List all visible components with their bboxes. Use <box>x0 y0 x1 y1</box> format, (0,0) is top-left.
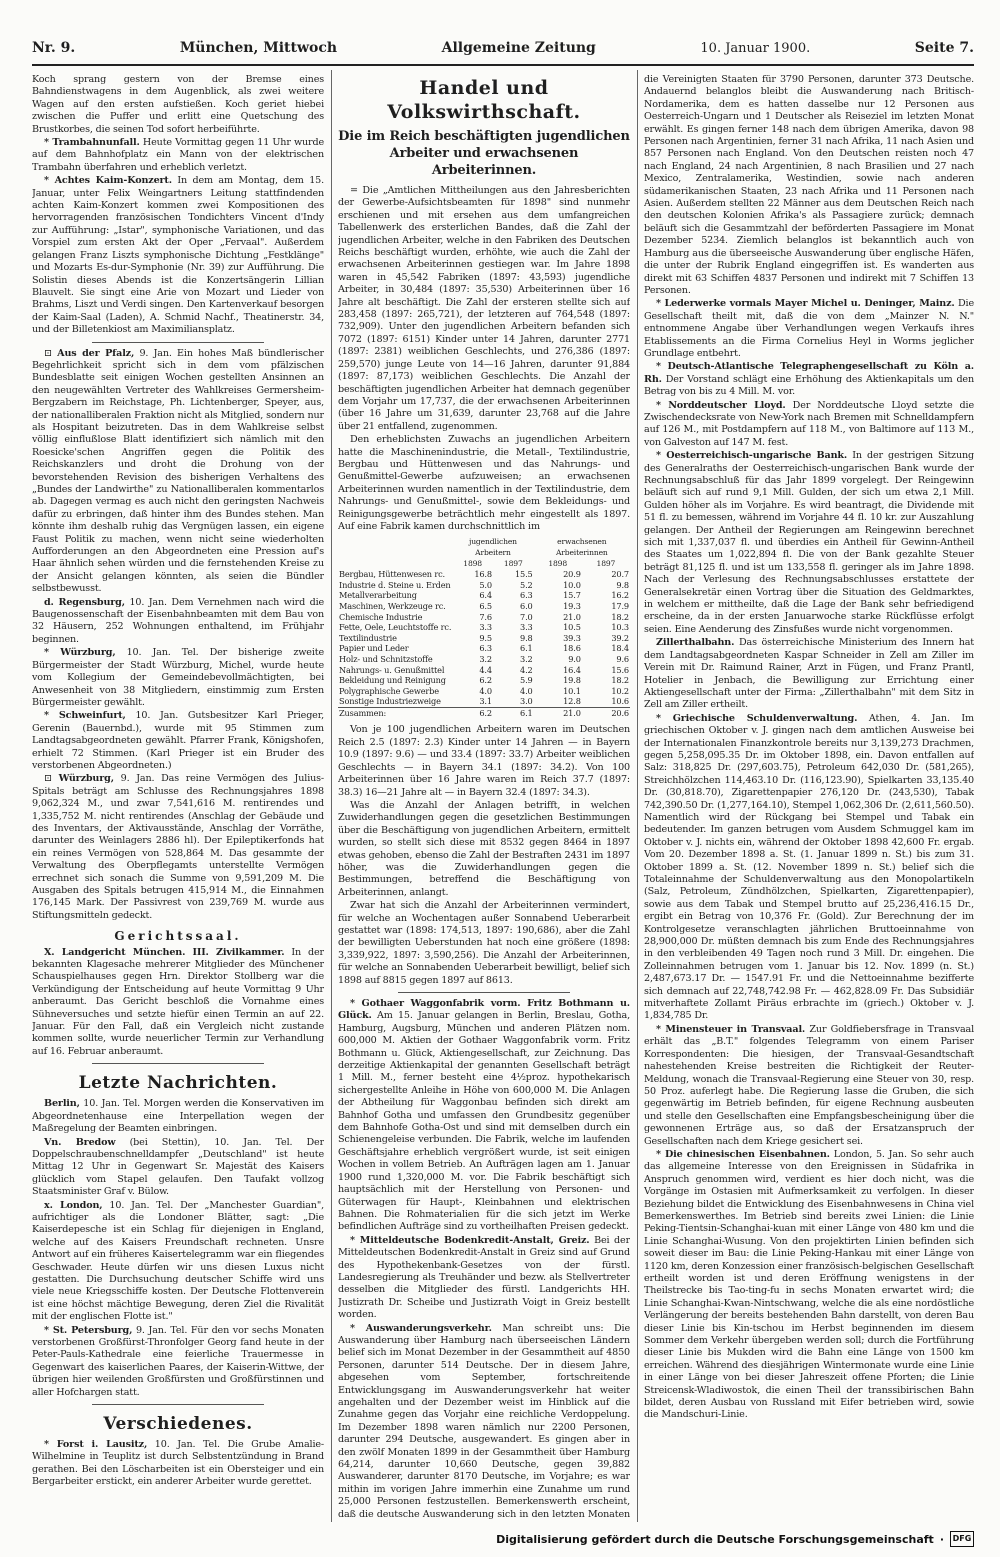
table-cell: 6.5 <box>479 600 492 611</box>
section-title-gerichtssaal: Gerichtssaal. <box>114 929 242 944</box>
article-text: Das österreichische Ministerium des Innern hat dem Landtagsabgeordneten Kaspar Schneider in Zell am Ziller im Verein mit Dr. Raimund Rainer, Arzt in Fügen, und Franz Prantl, Hotelier in Jenbach, die Bewilligung zur Errichtung einer Aktiengesellschaft unter der Firma: „Zillerthalbahn" mit dem Sitz in Zell am Ziller ertheilt. <box>644 637 974 711</box>
table-row-label: Bergbau, Hüttenwesen rc. <box>339 569 446 580</box>
table-cell: 9.5 <box>479 632 492 643</box>
table-row-label: Textilindustrie <box>339 632 397 643</box>
table-row-label: Nahrungs- u. Genußmittel <box>339 664 445 675</box>
article-lead: x. London, <box>44 1199 103 1211</box>
article-text: 10. Jan. Tel. Morgen werden die Konservativen im Abgeordnetenhause eine Interpellation wegen der Maßregelung der Beamten einbringen. <box>32 1098 324 1135</box>
article-lead: d. Regensburg, <box>44 596 125 608</box>
article-text: Heute Vormittag gegen 11 Uhr wurde auf dem Bahnhofplatz ein Mann von der elektrischen Trambahn überfahren und erheblich verletzt. <box>32 137 324 173</box>
article-text: 10. Jan. Tel. Der „Manchester Guardian", aufrichtiger als die Londoner Blätter, sagt: „Die Kaiserdepesche ist ein Schlag für diejenigen in England, welche auf des Kaisers Freundschaft rechneten. Unsre Antwort auf ein früheres Kaisertelegramm war ein fliegendes Geschwader. Heute dürfen wir uns diesen Luxus nicht gestatten. Die Durchsuchung deutscher Schiffe wird uns viele neue Kriegsschiffe kosten. Der Deutsche Flottenverein ist eine höchst mächtige Bewegung, deren Ziel die Rivalität mit der englischen Flotte ist." <box>32 1199 324 1323</box>
article-lead: Berlin, <box>44 1098 80 1110</box>
divider <box>92 1404 264 1405</box>
table-cell: 18.6 <box>563 643 581 654</box>
column-2 <box>338 74 630 1519</box>
article-text: (bei Stettin), 10. Jan. Tel. Der Doppelschraubenschnelldampfer „Deutschland" ist heute Mittag 12 Uhr in Gegenwart Sr. Majestät des Kaisers glücklich vom Stapel gelaufen. Den Taufakt vollzog Staatsminister Graf v. Bülow. <box>32 1136 324 1198</box>
table-cell: 20.7 <box>611 569 629 580</box>
place-day: München, Mittwoch <box>179 40 338 56</box>
table-row <box>338 622 630 633</box>
table-row-label: Polygraphische Gewerbe <box>339 685 439 696</box>
article-kaim-konzert <box>32 175 324 336</box>
table-cell: 9.6 <box>616 653 629 664</box>
header-rule <box>32 64 974 66</box>
news-petersburg <box>32 1325 324 1399</box>
table-row-label: Industrie d. Steine u. Erden <box>339 579 451 590</box>
article-lead: * Würzburg, <box>44 647 116 659</box>
article-zillerthal <box>644 637 974 711</box>
article-text: In der gestrigen Sitzung des Generalraths der Oesterreichisch-ungarischen Bank wurde der Rechnungsabschluß für das Jahr 1899 vorgelegt. Der Reingewinn beläuft sich auf rund 9,1 Mill. Gulden, der sich um etwa 2,1 Mill. Gulden höher als im Vorjahre. Es wird beantragt, die Dividende mit 51 fl. zu bemessen, während im Vorjahre 44 fl. 10 kr. zur Auszahlung gelangen. Der Antheil der Regierungen am Reingewinn berechnet sich mit 1,337,037 fl. und überdies ein Antheil für Gewinn-Antheil des Staates um 1,022,894 fl. Die von der Bank gezahlte Steuer beträgt 81,125 fl. und ist um 133,558 fl. geringer als im Jahre 1898. Nach der Verlesung des Rechnungsabschlusses erstattete der Generalsekretär einen Vortrag über die Situation des Geldmarktes, in welchem er mittheilte, daß die Lage der Bank sehr befriedigend erscheine, da in der ersten Januarwoche starke Rückflüsse erfolgt seien. Eine Aenderung des Zinsfußes wurde nicht vorgenommen. <box>644 450 974 635</box>
article-griechisch <box>644 713 974 1023</box>
article-text: Man schreibt uns: Die Auswanderung über Hamburg nach überseeischen Ländern belief sich im Monat Dezember in der Gesammtheit auf 4850 Personen, darunter 514 Deutsche. Der in diesem Jahre, abgesehen vom September, fortschreitende Entwicklungsgang im Auswanderungsverkehr hat weiter angehalten und der Dezember weist im Hinblick auf die Zunahme gegen das Vorjahr eine reichliche Verdoppelung. Im Dezember 1898 waren nämlich nur 2200 Personen, darunter 294 Deutsche, ausgewandert. Es gingen aber in den zwölf Monaten 1899 in der Gesammtheit über Hamburg 64,214, darunter 10,660 Deutsche, gegen 39,882 Auswanderer, darunter 8170 Deutsche, im Vorjahre; es war mithin im vorigen Jahre immerhin eine Zunahme um rund 25,000 Personen festzustellen. Bemerkenswerth erscheint, daß die deutsche Auswanderung sich in den letzten Monaten <box>338 1322 630 1519</box>
article-greiz <box>338 1235 630 1322</box>
table-corner <box>338 537 452 558</box>
table-row-label: Bekleidung und Reinigung <box>339 675 446 686</box>
table-cell: 9.8 <box>520 632 533 643</box>
article-text: In dem am Montag, dem 15. Januar, unter Felix Weingartners Leitung stattfindenden achten Kaim-Konzert kommen zwei Kompositionen des hervorragenden französischen Tondichters Vincent d'Indy zur Aufführung: „Istar", symphonische Variationen, und das Vorspiel zum ersten Akt der Oper „Fervaal". Außerdem gelangen Franz Liszts symphonische Dichtung „Festklänge" und Mozarts Es-dur-Symphonie (Nr. 39) zur Aufführung. Die Solistin dieses Abends ist die Konzertsängerin Lillian Blauvelt. Sie singt eine Arie von Mozart und Lieder von Brahms, Liszt und Verdi singen. Den Kartenverkauf besorgen der Kaim-Saal (Laden), A. Schmid Nachf., Theatinerstr. 34, und der Billetenkiost am Maximiliansplatz. <box>32 175 324 336</box>
table-row-label: Holz- und Schnitzstoffe <box>339 653 433 664</box>
table-row-label: Metallverarbeitung <box>339 590 417 601</box>
table-cell: 16.2 <box>611 590 629 601</box>
table-cell: 10.0 <box>563 579 581 590</box>
table-cell: 9.0 <box>568 653 581 664</box>
table-cell: 6.4 <box>479 590 492 601</box>
article-auswanderung <box>338 1323 630 1519</box>
table-row-label: Papier und Leder <box>339 643 409 654</box>
article-lead: * Die chinesischen Eisenbahnen. <box>656 1148 830 1160</box>
table-cell: 6.0 <box>520 600 533 611</box>
issue-number: Nr. 9. <box>32 40 76 56</box>
table-cell: 10.3 <box>611 622 629 633</box>
article-china-bahnen <box>644 1149 974 1422</box>
article-text: 9. Jan. Das reine Vermögen des Julius-Spitals beträgt am Schlusse des Rechnungsjahres 1898 9,062,324 M., und zwar 7,541,616 M. rentirendes und 1,335,752 M. nicht rentirendes (Anschlag der Gebäude und des Inventars, der Aktivausstände, Anschlag der Vorräthe, darunter des Weinlagers 2886 hl). Der Epileptikerfonds hat ein reines Vermögen von 528,864 M. Das gesammte der Verwaltung des Oberpflegamts unterstellte Vermögen errechnet sich sonach die Summe von 9,591,209 M. Die Ausgaben des Spitals betrugen 415,914 M., die Einnahmen 176,145 Mark. Der Passivrest von 239,769 M. wurde aus Stiftungsmitteln gedeckt. <box>32 773 324 921</box>
table-row <box>338 569 630 580</box>
table-cell: 39.2 <box>611 632 629 643</box>
table-cell: 10.6 <box>611 696 629 707</box>
article-lead: * Forst i. Lausitz, <box>44 1439 148 1451</box>
column-rule-1 <box>331 70 332 1522</box>
article-text: Der Norddeutsche Lloyd setzte die Zwischendecksrate von New-York nach Bremen mit Schnelldampfern auf 126 M., mit Postdampfern auf 118 M., von Baltimore auf 113 M., von Galveston auf 147 M. fest. <box>644 399 974 448</box>
table-cell: 10.1 <box>563 685 581 696</box>
table-group-header: jugendlichen Arbeitern <box>468 537 517 557</box>
article-text: 9. Jan. Ein hohes Maß bündlerischer Begehrlichkeit spricht sich in dem vom pfälzischen Bundesblatte seit einigen Wochen gestellten Ansinnen an den neugewählten Vertreter des Wahlkreises Germersheim-Bergzabern im Reichstage, Ph. Lichtenberger, Speyer, aus, der nationalliberalen Fraktion nicht als Mitglied, sondern nur als Hospitant beizutreten. Das in dem Wahlkreise selbst völlig einflußlose Blatt identifiziert sich nämlich mit den Roesicke'schen Angriffen gegen die Politik des Reichskanzlers und droht die Drohung von der bevorstehenden Revision des bisherigen Verhaltens des „Bundes der Landwirthe" zu Nationalliberalen kommentarlos ab. Dagegen vermag es auch nicht den geringsten Nachweis dafür zu erbringen, daß hinter ihm des Bundes stehen. Man könnte ihm deshalb ruhig das Vergnügen lassen, ein eigene Faust Politik zu machen, wenn nicht seine wiederholten Aufforderungen an den Abgeordneten eine Pression auf's Haar ähnlich sehen würden und die fernstehenden Kreise zu der Ansicht gelangen könnten, als seien die Bündler selbstbewusst. <box>32 347 324 595</box>
table-row <box>338 601 630 612</box>
table-row <box>338 643 630 654</box>
table-row-label: Fette, Oele, Leuchtstoffe rc. <box>339 622 452 633</box>
table-cell: 6.1 <box>520 643 533 654</box>
table-cell: 3.2 <box>479 653 492 664</box>
table-cell: 5.2 <box>520 579 533 590</box>
article-transvaal <box>644 1024 974 1148</box>
table-cell: 7.0 <box>520 611 533 622</box>
table-row <box>338 612 630 623</box>
article-lead: Zillerthalbahn. <box>656 637 735 649</box>
column-1 <box>32 74 324 1519</box>
bullet-icon: ⊡ <box>44 347 58 359</box>
article-text: 10. Jan. Tel. Der bisherige zweite Bürgermeister der Stadt Würzburg, Michel, wurde heute vom Kollegium der Gemeindebevollmächtigten, bei Anwesenheit von 38 Mitgliedern, einstimmig zum Ersten Bürgermeister gewählt. <box>32 647 324 708</box>
table-cell: 15.5 <box>514 569 533 580</box>
table-cell: 21.0 <box>534 707 582 718</box>
article-lederwerke <box>644 298 974 360</box>
table-row-label: Sonstige Industriezweige <box>339 696 441 707</box>
table-cell: 16.4 <box>563 664 581 675</box>
article-telegraphen <box>644 361 974 398</box>
table-cell: 15.6 <box>611 664 629 675</box>
column-3 <box>644 74 974 1519</box>
table-row <box>338 580 630 591</box>
article-lead: * Gothaer Waggonfabrik vorm. Fritz Bothmann u. Glück. <box>338 998 630 1022</box>
table-total-row <box>338 707 630 718</box>
table-row <box>338 654 630 665</box>
masthead: Allgemeine Zeitung <box>441 40 596 56</box>
table-row <box>338 686 630 697</box>
article-lead: * Trambahnunfall. <box>44 137 140 149</box>
table-cell: 6.2 <box>479 675 492 686</box>
article-paragraph: Von je 100 jugendlichen Arbeitern waren im Deutschen Reich 2.5 (1897: 2.3) Kinder unter 14 Jahren — in Bayern 10.9 (1897: 9.6) — und 33.4 (1897: 33.7) Arbeiter weiblichen Geschlechts — in Bayern 34.1 (1897: 34.2). Von 100 Arbeiterinnen über 16 Jahre waren im Reich 37.7 (1897: 38.3) 16—21 Jahre alt — in Bayern 32.4 (1897: 34.3). <box>338 724 630 798</box>
table-cell: 12.8 <box>563 696 581 707</box>
table-row-label: Chemische Industrie <box>339 611 423 622</box>
article-lloyd <box>644 400 974 450</box>
article-lead: * Deutsch-Atlantische Telegraphengesellschaft zu Köln a. Rh. <box>644 361 974 385</box>
article-continued: die Vereinigten Staaten für 3790 Personen, darunter 373 Deutsche. Andauernd belanglos bleibt die Auswanderung nach Britisch-Nordamerika, dem es hatten dasselbe nur 12 Personen aus Oesterreich-Ungarn und 1 Deutscher als Reiseziel im letzten Monat erwählt. Es gingen ferner 148 nach dem übrigen Amerika, davon 98 Personen nach Argentinien, ferner 31 nach Afrika, 11 nach Asien und 857 Personen nach England. Von den Deutschen reisten noch 47 nach England, 24 nach Argentinien, 8 nach Brasilien und 27 nach Mexico, Zentralamerika, Westindien, sowie nach anderen südamerikanischen Staaten, 23 nach Afrika und 11 Personen nach Asien. Außerdem stellten 22 Männer aus dem Deutschen Reich nach den deutschen Kolonien Afrika's als Passagiere zurück; demnach beläuft sich die Gesammtzahl der beförderten Passagiere im Monat Dezember 5234. Ziemlich belanglos ist bekanntlich auch von Hamburg aus die überseeische Auswanderung über englische Häfen, die unter der Rubrik England eingegriffen ist. Es wanderten aus direkt mit 63 Schiffen 4837 Personen und indirekt mit 7 Schiffen 13 Personen. <box>644 74 974 296</box>
article-text: Am 15. Januar gelangen in Berlin, Breslau, Gotha, Hamburg, Augsburg, München und anderen Plätzen nom. 600,000 M. Aktien der Gothaer Waggonfabrik vorm. Fritz Bothmann u. Glück, Aktiengesellschaft, zur Zeichnung. Das derzeitige Aktienkapital der genannten Gesellschaft beträgt 1 Mill. M., ferner besteht eine 4½proz. hypothekarisch sichergestellte Anleihe in Höhe von 600,000 M. Die Anlagen der Abtheilung für Waggonbau befinden sich direkt am Bahnhof Gotha und umfassen den Grundbesitz gegenüber dem Bahnhofe Gotha-Ost und sind mit demselben durch ein Schienengeleise verbunden. Die Fabrik, welche im laufenden Geschäftsjahre erheblich vergrößert wurde, ist seit einigen Wochen in vollem Betrieb. An Aufträgen lagen am 1. Januar 1900 rund 1,320,000 M. vor. Die Fabrik beschäftigt sich hauptsächlich mit der Herstellung von Personen- und Güterwagen für Haupt-, Kleinbahnen und elektrischen Bahnen. Die Rohmaterialien für die sich jetzt im Werke befindlichen Aufträge sind zu vortheilhaften Preisen gedeckt. <box>338 1010 630 1233</box>
table-cell: 15.7 <box>563 590 581 601</box>
article-gothaer <box>338 998 630 1234</box>
table-cell: 9.8 <box>616 579 629 590</box>
article-lead: Würzburg, <box>58 773 114 785</box>
article-continued: Koch sprang gestern von der Bremse eines Bahndienstwagens in dem Augenblick, als zwei weitere Wagen auf den ersten aufstießen. Koch geriet hiebei zwischen die Puffer und erlitt eine Quetschung des Brustkorbes, die seinen Tod sofort herbeiführte. <box>32 74 324 135</box>
table-cell: 19.8 <box>563 675 581 686</box>
article-lead: * Lederwerke vormals Mayer Michel u. Deninger, Mainz. <box>656 298 955 310</box>
article-lead: * Mitteldeutsche Bodenkredit-Anstalt, Greiz. <box>350 1234 590 1246</box>
article-schweinfurt <box>32 710 324 772</box>
article-lead: * Minensteuer in Transvaal. <box>656 1023 806 1035</box>
article-text: Zur Goldfiebersfrage in Transvaal erhält das „B.T." folgendes Telegramm von einem Pariser Korrespondenten: Die hiesigen, der Transvaal-Gesandtschaft nahestehenden Kreise bestreiten die Richtigkeit der Reuter-Meldung, wonach die Transvaal-Regierung eine Steuer von 30, resp. 50 Proz. auferlegt habe. Die Regierung lasse die Gruben, die sich gegenwärtig im Betrieb befinden, für eigene Rechnung ausbeuten und stelle den Gesellschaften eine Empfangsbescheinigung über die gewonnenen Erträge aus, so daß der Ersatzanspruch der Gesellschaften nach dem Kriege gesichert sei. <box>644 1023 974 1147</box>
table-cell: 20.6 <box>582 707 630 718</box>
news-berlin <box>32 1098 324 1135</box>
article-text: Bei der Mitteldeutschen Bodenkredit-Anstalt in Greiz sind auf Grund des Hypothekenbank-Gesetzes von der fürstl. Landesregierung als Treuhänder und bezw. als Stellvertreter desselben die Mitglieder des fürstl. Landgerichts HH. Justizrath Dr. Scheibe und Justizrath Voigt in Greiz bestellt worden. <box>338 1234 630 1321</box>
article-pfalz <box>32 348 324 596</box>
article-lead: X. Landgericht München. III. Zivilkammer. <box>44 946 285 958</box>
table-cell: 5.9 <box>520 675 533 686</box>
table-cell: 4.2 <box>520 664 533 675</box>
table-body <box>338 569 630 718</box>
news-london <box>32 1200 324 1324</box>
article-text: Die Gesellschaft theilt mit, daß die von dem „Mainzer N. N." entnommene Angabe über Verhandlungen wegen Verkaufs ihres Etablissements an die Firma Cornelius Heyl in Worms jeglicher Grundlage entbehrt. <box>644 298 974 359</box>
table-cell: 17.9 <box>611 600 629 611</box>
table-row <box>338 675 630 686</box>
table-row <box>338 696 630 707</box>
article-text: 9. Jan. Tel. Für den vor sechs Monaten verstorbenen Großfürst-Thronfolger Georg fand heute in der Peter-Pauls-Kathedrale eine feierliche Trauermesse in Gegenwart des kaiserlichen Paares, der Kaiserin-Wittwe, der übrigen hier weilenden Großfürsten und Großfürstinnen und aller Hofchargen statt. <box>32 1324 324 1398</box>
table-cell: 10.5 <box>563 622 581 633</box>
section-title-handel: Handel und Volkswirthschaft. <box>387 77 581 123</box>
credit-separator: · <box>939 1532 944 1546</box>
article-lead: Aus der Pfalz, <box>57 347 135 359</box>
table-cell: 20.9 <box>563 569 581 580</box>
article-regensburg <box>32 597 324 647</box>
table-year-header: 1897 <box>596 558 616 568</box>
article-landgericht <box>32 947 324 1059</box>
table-cell: 3.3 <box>479 622 492 633</box>
table-row-label: Maschinen, Werkzeuge rc. <box>339 600 446 611</box>
article-text: Der Vorstand schlägt eine Erhöhung des Aktienkapitals um den Betrag von bis zu 4 Mill. M. vor. <box>644 373 974 398</box>
table-cell: 19.3 <box>563 600 581 611</box>
article-oest-bank <box>644 450 974 636</box>
bullet-icon: ⊡ <box>44 773 59 785</box>
table-cell: 39.3 <box>563 632 581 643</box>
table-cell: 3.2 <box>520 653 533 664</box>
divider <box>92 342 264 343</box>
divider <box>398 992 570 993</box>
article-text: Athen, 4. Jan. Im griechischen Oktober v. J. gingen nach dem amtlichen Ausweise bei der Internationalen Finanzkontrole bereits nur 3,139,273 Drachmen, gegen 5,258,095.35 Dr. im Oktober 1898, ein. Davon entfallen auf Salz: 318,825 Dr. (297,603.75), Petroleum 642,030 Dr. (581,265), Streichhölzchen 114,463.10 Dr. (116,123.90), Spielkarten 33,135.40 Dr. (30,818.70), Zigarettenpapier 276,120 Dr. (243,530), Tabak 742,390.50 Dr. (1,277,164.10), Stempel 1,062,306 Dr. (2,611,560.50). Namentlich wird der Rückgang bei Stempel und Tabak ein bedeutender. Im ganzen betrugen vom Ausdem Schmuggel kam im Oktober v. J. nichts ein, während der Oktober 1898 42,600 Fr. ergab. Vom 20. Dezember 1898 a. St. (1. Januar 1899 n. St.) bis zum 31. Oktober 1899 a. St. (12. November 1899 n. St.) belief sich die Totaleinnahme der Schuldenverwaltung aus den Monopolartikeln (Salz, Petroleum, Zündhölzchen, Spielkarten, Zigarettenpapier), sowie aus dem Tabak und Stempel brutto auf 25,236,416.15 Dr., ergibt ein Betrag von 10,376 Fr. (Gold). Zur Berechnung der im Kontrolgesetze veranschlagten jährlichen Bruttoeinnahme von 28,900,000 Dr. müßten demnach bis zum Ende des Rechnungsjahres in den verbleibenden 49 Tagen noch rund 3 Mill. Dr. eingehen. Die Zolleinnahmen betrugen vom 1. Januar bis 12. Nov. 1899 (n. St.) 2,487,673.17 Dr. — 1547.91 Fr. und die Nettoeinnahme bezifferte sich demnach auf 22,748,742.98 Fr. — 462,828.09 Fr. Das Subsidiär mitverhaftete Zollamt Piräus erbrachte im (griech.) Oktober v. J. 1,834,785 Dr. <box>644 712 974 1022</box>
table-cell: 16.8 <box>474 569 492 580</box>
article-lead: * Achtes Kaim-Konzert. <box>44 175 172 187</box>
table-year-header: 1898 <box>463 558 482 568</box>
article-paragraph: = Die „Amtlichen Mittheilungen aus den Jahresberichten der Gewerbe-Aufsichtsbeamten für 1898" sind nunmehr erschienen und mit ersehen aus dem umfangreichen Tabellenwerk des ersterlichen Bandes, daß die Zahl der jugendlichen Arbeiter, welche in den Fabriken des Deutschen Reichs beschäftigt wurden, erhöhte, wie auch die Zahl der erwachsenen Arbeiterinnen gestiegen war. Im Jahre 1898 waren in 45,542 Fabriken (1897: 43,593) jugendliche Arbeiter, in 30,484 (1897: 35,530) Arbeiterinnen über 16 Jahre alt beschäftigt. Die Zahl der ersteren stellte sich auf 283,458 (1897: 265,721), der letzteren auf 764,548 (1897: 732,909). Unter den jugendlichen Arbeitern befanden sich 7072 (1897: 6151) Kinder unter 14 Jahren, darunter 2771 (1897: 2381) weiblichen Geschlechts, und 276,386 (1897: 259,570) junge Leute von 14—16 Jahren, darunter 91,884 (1897: 87,173) weiblichen Geschlechts. Die Anzahl der beschäftigten jugendlichen Arbeiter hat demnach gegenüber dem Vorjahr um 17,737, die der erwachsenen Arbeiterinnen (über 16 Jahre um 31,639, darunter 23,768 auf die Jahre über 21 entfallend, zugenommen. <box>338 185 630 432</box>
table-cell: 4.0 <box>479 685 492 696</box>
article-paragraph: Was die Anzahl der Anlagen betrifft, in welchen Zuwiderhandlungen gegen die gesetzlichen Bestimmungen über die Beschäftigung von jugendlichen Arbeitern, ermittelt wurden, so stellt sich diese mit 8532 gegen 8464 in 1897 etwas gehoben, ebenso die Zahl der Bestraften 2431 im 1897 höher, was die Zuwiderhandlungen gegen die Bestimmungen, betreffend die Beschäftigung von Arbeiterinnen, anlangt. <box>338 799 630 898</box>
section-title-letzte-nachrichten: Letzte Nachrichten. <box>78 1073 278 1094</box>
table-cell: 4.0 <box>520 685 533 696</box>
table-cell: 4.4 <box>479 664 492 675</box>
article-paragraph: Zwar hat sich die Anzahl der Arbeiterinnen vermindert, für welche an Wochentagen außer Sonnabend Ueberarbeit gestattet war (1898: 174,513, 1897: 190,686), aber die Zahl der bewilligten Ueberstunden hat noch eine größere (1898: 3,339,922, 1897: 3,590,256). Die Anzahl der Arbeiterinnen, für welche an Sonnabenden Ueberarbeit bewilligt, belief sich 1898 auf 8815 gegen 1897 auf 8613. <box>338 900 630 986</box>
article-lead: * Auswanderungsverkehr. <box>350 1322 492 1334</box>
divider <box>92 1063 264 1064</box>
table-cell: 3.0 <box>520 696 533 707</box>
table-cell: 18.2 <box>611 675 629 686</box>
page-number: Seite 7. <box>914 40 974 56</box>
section-title-verschiedenes: Verschiedenes. <box>103 1414 253 1435</box>
statistics-table <box>338 537 630 718</box>
news-forst <box>32 1439 324 1489</box>
table-cell: 3.3 <box>520 622 533 633</box>
table-cell: 7.6 <box>479 611 492 622</box>
issue-date: 10. Januar 1900. <box>700 41 811 56</box>
table-cell: 6.1 <box>493 707 534 718</box>
article-lead: * Oesterreichisch-ungarische Bank. <box>656 450 848 462</box>
table-group-header: erwachsenen Arbeiterinnen <box>555 537 608 557</box>
article-text: London, 5. Jan. So sehr auch das allgemeine Interesse von den Ereignissen in Südafrika in Anspruch genommen wird, verdient es hier doch nicht, was die Vorgänge im Ostasien mit Aufmerksamkeit zu verfolgen. In dieser Beziehung bildet die Entwicklung des Eisenbahnwesens in China viel Bemerkenswerthes. Im Betrieb sind bereits zwei Linien: die Linie Peking-Tientsin-Schanghai-kuan mit einer Länge von 480 km und die Linie Schanghai-Wusung. Von den projektirten Linien befinden sich soweit dieser im Bau: die Linie Peking-Hankau mit einer Länge von 1120 km, deren Konzession einer französisch-belgischen Gesellschaft ertheilt worden ist und deren Eröffnung wenigstens in der Theilstrecke bis Tao-ting-fu in sechs Monaten erwartet wird; die Linie Schanghai-Kwan-Nintschwang, welche die als eine nordöstliche Verlängerung der bereits bestehenden Bahn darstellt, von deren Bau dieser Linie bis Kin-tschou im Herbst beginnenden im diesem Sommer dem Verkehr übergeben werden soll; durch die Fortführung dieser Linie bis Mukden wird die Bahn eine Länge von 1500 km erreichen. Während des diesjährigen Wintermonate wurde eine Linie in einer Länge von bei dieser Jahreszeit offene Pforten; die Linie Streicensk-Wladiwostok, die einen Theil der transsibirischen Bahn bildet, deren Ausbau von Russland mit Eifer betrieben wird, sowie die Mandschuri-Linie. <box>644 1148 974 1421</box>
table-cell: 3.1 <box>479 696 492 707</box>
table-year-header: 1897 <box>503 558 523 568</box>
table-cell: 18.4 <box>611 643 629 654</box>
table-cell: 10.2 <box>611 685 629 696</box>
table-cell: 6.3 <box>479 643 492 654</box>
article-julius-spital <box>32 773 324 922</box>
article-text: In der bekannten Klagesache mehrerer Mitglieder des Münchener Schauspielhauses gegen Hrn. Direktor Stollberg war die Verkündigung der Entscheidung auf heute Vormittag 9 Uhr anberaumt. Das Gericht beschloß die Vornahme eines Sühneversuches und setzte hiefür einen Termin an auf 22. Januar. Für den Fall, daß ein Vergleich nicht zustande kommen sollte, wurde neuerlicher Termin zur Verhandlung auf 16. Februar anberaumt. <box>32 946 324 1057</box>
column-rule-2 <box>637 70 638 1522</box>
digitization-credit <box>496 1531 974 1547</box>
table-row <box>338 665 630 676</box>
table-year-header: 1898 <box>548 558 568 568</box>
table-cell: 6.2 <box>452 707 493 718</box>
dfg-logo-icon: DFG <box>950 1531 974 1547</box>
article-text: 10. Jan. Dem Vernehmen nach wird die Baugenossenschaft der Eisenbahnbeamten mit dem Bau von 32 Häusern, 252 Wohnungen enthaltend, im Frühjahr beginnen. <box>32 596 324 645</box>
table-cell: 21.0 <box>563 611 581 622</box>
article-lead: * Schweinfurt, <box>44 710 126 722</box>
article-paragraph: Den erheblichsten Zuwachs an jugendlichen Arbeitern hatte die Maschinenindustrie, die Metall-, Textilindustrie, Bergbau und Hüttenwesen und das Nahrungs- und Genußmittel-Gewerbe aufzuweisen; an erwachsenen Arbeiterinnen wurden namentlich in der Textilindustrie, dem Nahrungs- und Genußmittel-, sowie dem Bekleidungs- und Reinigungsgewerbe beträchtlich mehr eingestellt als 1897. Auf eine Fabrik kamen durchschnittlich im <box>338 434 630 532</box>
page-header <box>32 40 974 62</box>
article-trambahn <box>32 137 324 174</box>
table-cell: 6.3 <box>520 590 533 601</box>
article-lead: * Norddeutscher Lloyd. <box>656 399 786 411</box>
table-row <box>338 590 630 601</box>
article-lead: * St. Petersburg, <box>44 1324 133 1336</box>
table-row <box>338 633 630 644</box>
news-bredow <box>32 1137 324 1199</box>
table-cell: 18.2 <box>611 611 629 622</box>
article-lead: * Griechische Schuldenverwaltung. <box>656 712 858 724</box>
table-row-label: Zusammen: <box>338 707 452 718</box>
article-lead: Vn. Bredow <box>44 1136 116 1148</box>
article-wuerzburg <box>32 647 324 709</box>
article-text: 10. Jan. Tel. Die Grube Amalie-Wilhelmine in Teuplitz ist durch Selbstentzündung in Brand gerathen. Bei den Löscharbeiten ist ein Obersteiger und ein Bergarbeiter erstickt, ein anderer Arbeiter wurde gerettet. <box>32 1439 324 1488</box>
credit-text: Digitalisierung gefördert durch die Deutsche Forschungsgemeinschaft <box>496 1532 934 1546</box>
article-text: 10. Jan. Gutsbesitzer Karl Prieger, Gerenin (Bauernbd.), wurde mit 95 Stimmen zum Landtagsabgeordneten gewählt. Pfarrer Frank, Königshofen, erhielt 72 Stimmen. (Karl Prieger ist ein Bruder des verstorbenen Abgeordneten.) <box>32 710 324 771</box>
table-corner <box>338 559 452 570</box>
article-headline-arbeiter: Die im Reich beschäftigten jugendlichen Arbeiter und erwachsenen Arbeiterinnen. <box>338 129 630 178</box>
table-cell: 5.0 <box>479 579 492 590</box>
